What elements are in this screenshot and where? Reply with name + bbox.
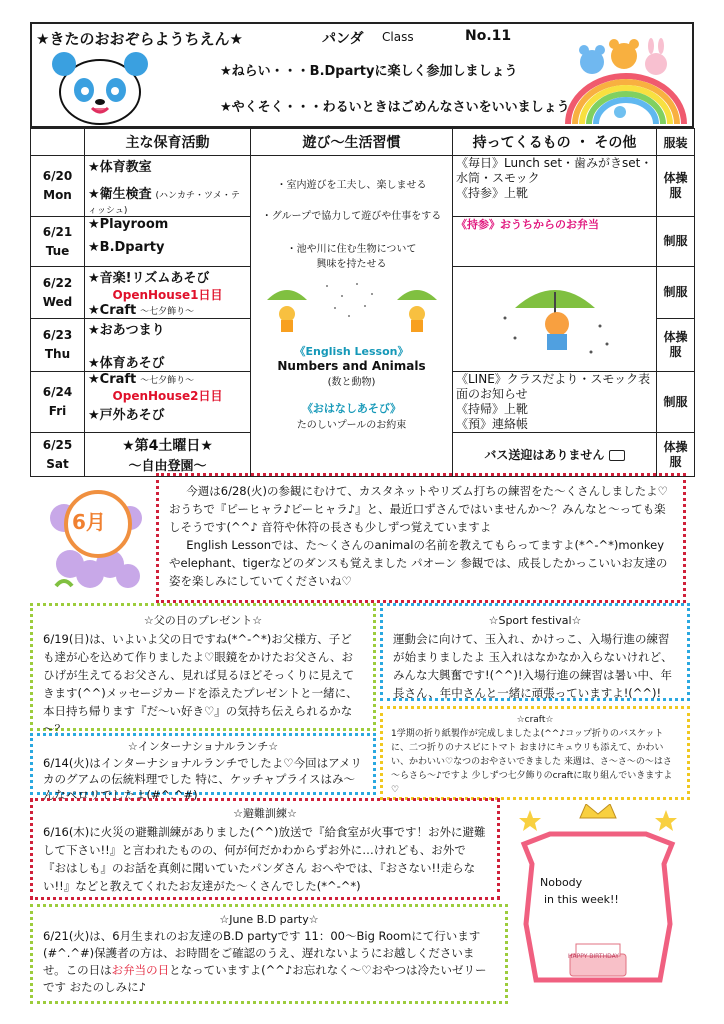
- intro-box: 今週は6/28(火)の参観にむけて、カスタネットやリズム打ちの練習をた～くさんしましたよ♡おうちで『ピーヒャラ♪ピーヒャラ♪』と、最近口ずさんではいませんか～？みんなと～っても楽しそうです(^^♪ 音符や休符の長さも少しずつ覚えていますよ English Lessonでは、た～くさんのanimalの名前を教えてもらってますよ(*^-^*)monkeyやelephant、tigerなどのダンスも覚えました パオーン 参観では、成長したかっこいいお友達の姿を楽しみにしていてくださいね♡: [156, 473, 686, 603]
- evacuation-drill-box: ☆避難訓練☆ 6/16(木)に火災の避難訓練がありました(^^)放送で『給食室が火事です！お外に避難して下さい!!』と言われたものの、何が何だかわからずお外に…けれども、お外で『おはしも』のお話を真剣に聞いていたパンダさん おへやでは、『おさない!!走らない!!』などと教えてくれたお友達がた～くさんでした(*^-^*): [30, 798, 500, 900]
- wear-cell: 体操服: [657, 433, 695, 477]
- sport-festival-box: ☆Sport festival☆ 運動会に向けて、玉入れ、かけっこ、入場行進の練習が始まりましたよ 玉入れはなかなか入らないけれど、みんな大興奮です!(^^)!入場行進の練習は暑い中、年長さん、年中さんと一緒に頑張っていますよ!(^^)!: [380, 603, 690, 701]
- panda-illustration: [44, 50, 156, 126]
- weekly-aim: ★ねらい・・・B.Dpartyに楽しく参加しましょう: [220, 64, 518, 79]
- international-lunch-box: ☆インターナショナルランチ☆ 6/14(火)はインターナショナルランチでしたよ♡今回はアメリカのグアムの伝統料理でした 特に、ケッチャプライスはみ～んなペロリでしたよ(#^.^#): [30, 733, 376, 795]
- date-cell: 6/21 Tue: [31, 217, 85, 267]
- bring-cell-fri: 《LINE》クラスだより・スモック表面のお知らせ 《持帰》上靴 《預》連絡帳: [453, 372, 657, 433]
- newsletter-page: [30, 22, 694, 1006]
- play-column: ・室内遊びを工夫し、楽しませる ・グループで協力して遊びや仕事をする ・池や川に住む生物について 興味を持たせる 《English Lesson》 Numbers and Animals (数と動物) 《おはなしあそび》 たのしいプールのお約束: [251, 156, 453, 477]
- activity-cell: ★第4土曜日★ ～自由登園～: [85, 433, 251, 477]
- col-header-clothes: 服装: [657, 129, 695, 156]
- wear-cell: 体操服: [657, 319, 695, 372]
- date-cell: 6/24 Fri: [31, 372, 85, 433]
- date-cell: 6/25 Sat: [31, 433, 85, 477]
- date-cell: 6/23 Thu: [31, 319, 85, 372]
- class-label: Class: [382, 30, 414, 44]
- activity-cell: ★体育教室 ★衛生検査 (ハンカチ・ツメ・ティッシュ): [85, 156, 251, 217]
- col-header-activity: 主な保育活動: [85, 129, 251, 156]
- weekly-schedule-table: [30, 128, 695, 477]
- date-cell: 6/20 Mon: [31, 156, 85, 217]
- activity-cell: ★音楽!リズムあそび OpenHouse1日目 ★Craft ～七夕飾り～: [85, 267, 251, 319]
- bus-icon: [609, 450, 625, 461]
- fathers-day-box: ☆父の日のプレゼント☆ 6/19(日)は、いよいよ父の日ですね(*^-^*)お父様方、子ども達が心を込めて作りましたよ♡眼鏡をかけたお父さん、おひげが生えてるお父さん、見れば見るほどそっくりに見えてきます(^^)メッセージカードを添えたプレゼントと一緒に、本日持ち帰ります『だ～い好き♡』の気持ち伝えられるかな～？: [30, 603, 376, 731]
- birthday-party-box: ☆June B.D party☆ 6/21(火)は、6月生まれのお友達のB.D partyです 11：00～Big Roomにて行います(#^.^#)保護者の方は、お時間をご確認のうえ、遅れないようにお越しくださいませ。この日はお弁当の日となっていますよ(^^♪お忘れなく～♡おやつは冷たいゼリーです おたのしみに♪: [30, 904, 508, 1004]
- wear-cell: 制服: [657, 372, 695, 433]
- bring-cell-mon: 《毎日》Lunch set・歯みがきset・水筒・スモック 《持参》上靴: [453, 156, 657, 217]
- class-name: パンダ: [322, 31, 364, 47]
- col-header-bring: 持ってくるもの ・ その他: [453, 129, 657, 156]
- wear-cell: 制服: [657, 267, 695, 319]
- date-cell: 6/22 Wed: [31, 267, 85, 319]
- craft-box: ☆craft☆ 1学期の折り紙製作が完成しましたよ(^^♪コップ折りのバスケットに、二つ折りのナスビにトマト おまけにキュウリも添えて、かわいい、かわいい♡なつのおやさいできました 来週は、さ～さ～の～はさ～らさら～♪ですよ 少しずつ七夕飾りのcraftに取り組んでいきますよ♡: [380, 706, 690, 800]
- issue-number: No.11: [465, 28, 512, 44]
- bring-cell-sat: バス送迎はありません: [453, 433, 657, 477]
- bring-cell-wed-thu: [453, 267, 657, 372]
- school-name: ★きたのおおぞらようちえん★: [36, 30, 243, 48]
- rainbow-animals-illustration: [560, 34, 690, 126]
- activity-cell: ★おあつまり ★体育あそび: [85, 319, 251, 372]
- umbrella-child-illustration: [495, 278, 615, 358]
- header: [30, 22, 694, 128]
- june-hydrangea-illustration: [44, 478, 150, 596]
- wear-cell: 制服: [657, 217, 695, 267]
- activity-cell: ★Craft ～七夕飾り～ OpenHouse2日目 ★戸外あそび: [85, 372, 251, 433]
- col-header-play: 遊び～生活習慣: [251, 129, 453, 156]
- activity-cell: ★Playroom ★B.Dparty: [85, 217, 251, 267]
- nobody-text: Nobody in this week!!: [540, 876, 619, 906]
- kids-in-rain-illustration: [257, 276, 447, 334]
- month-label: 6月: [72, 510, 106, 534]
- wear-cell: 体操服: [657, 156, 695, 217]
- weekly-promise: ★やくそく・・・わるいときはごめんなさいをいいましょう: [220, 100, 570, 115]
- bring-cell-tue: 《持参》おうちからのお弁当: [453, 217, 657, 267]
- cake-text: HAPPY BIRTHDAY: [568, 953, 619, 960]
